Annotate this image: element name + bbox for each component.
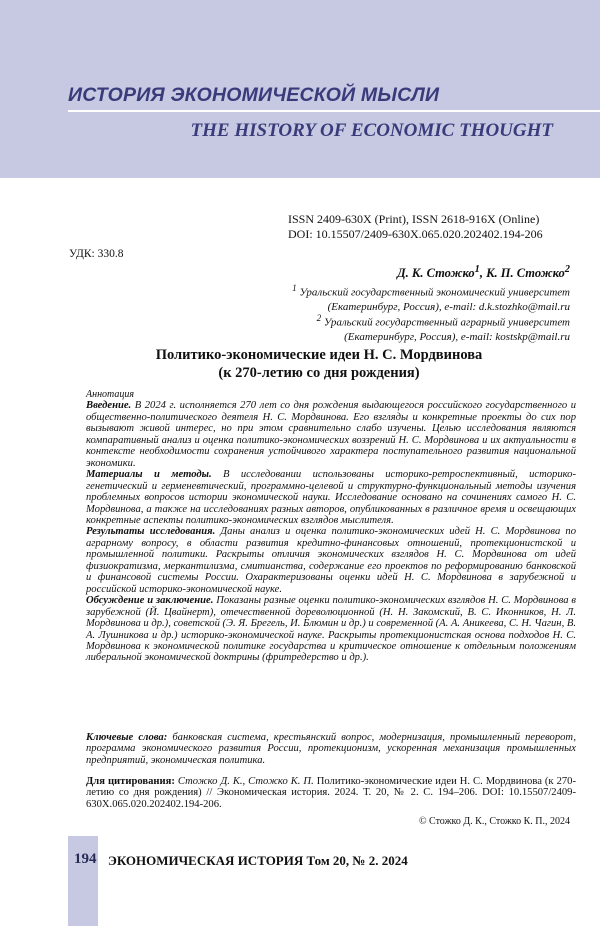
citation	[86, 776, 576, 810]
abstract-discussion	[86, 595, 576, 664]
article-title-line2: (к 270-летию со дня рождения)	[218, 365, 420, 381]
footer-band	[68, 836, 98, 926]
affiliation-1-line2: (Екатеринбург, Россия), e-mail: d.k.stozhko@mail.ru	[327, 300, 570, 313]
affiliation-1-sup: 1	[292, 283, 297, 293]
author-1: Д. К. Стожко	[397, 266, 475, 281]
article-title-line1: Политико-экономические идеи Н. С. Мордвинова	[155, 347, 483, 363]
results-text: Даны анализ и оценка политико-экономических идей Н. С. Мордвинова по аграрному вопросу, в области развития кредитно-финансовых отношений, протекционистской и промышленной политики. Раскрыты отличия экономических взглядов Н. С. Мордвинова от идей физиократизма, меркантилизма, смитианства, содержание его проектов по реформированию банковской и финансовой системы России. Охарактеризованы оценки идей Н. С. Мордвинова в зарубежной и российской историко-экономической науке.	[86, 526, 576, 595]
discussion-text: Показаны разные оценки политико-экономических взглядов Н. С. Мордвинова в зарубежной (Й. Цвайнерт), отечественной дореволюционной (Н. Н. Закомский, В. С. Иконников, Н. Л. Мордвинова и др.), советской (Э. Я. Брегель, И. Блюмин и др.) и современной (А. А. Аникеева, С. Н. Чагин, В. А. Лушникова и др.) историко-экономической науке. Раскрыты протекционистская основа подходов Н. С. Мордвинова к экономической политике государства и критическое отношение к отдельным положениям либеральной экономической доктрины (фритредерство и др.).	[86, 595, 576, 664]
section-title-en: THE HISTORY OF ECONOMIC THOUGHT	[190, 120, 553, 141]
doi: DOI: 10.15507/2409-630X.065.020.202402.194-206	[288, 227, 543, 241]
journal-footer: ЭКОНОМИЧЕСКАЯ ИСТОРИЯ Том 20, № 2. 2024	[108, 853, 408, 868]
author-2: К. П. Стожко	[486, 266, 565, 281]
affiliation-1-line1: Уральский государственный экономический университет	[299, 286, 570, 299]
udk: УДК: 330.8	[69, 248, 124, 260]
results-label: Результаты исследования.	[86, 526, 216, 538]
introduction-label: Введение.	[86, 400, 132, 412]
author-2-sup: 2	[564, 264, 570, 275]
author-1-sup: 1	[474, 264, 480, 275]
citation-label: Для цитирования:	[86, 776, 175, 787]
methods-label: Материалы и методы.	[86, 469, 212, 481]
abstract-methods	[86, 469, 576, 526]
page-number: 194	[74, 851, 97, 867]
affiliation-2-line2: (Екатеринбург, Россия), e-mail: kostskp@mail.ru	[344, 330, 570, 343]
keywords-text: банковская система, крестьянский вопрос, модернизация, промышленный переворот, программа экономического развития России, протекционизм, ускоренная механизация промышленных предприятий, экономическая политика.	[86, 732, 576, 766]
issn: ISSN 2409-630X (Print), ISSN 2618-916X (Online)	[288, 212, 540, 226]
abstract	[86, 389, 576, 664]
header-divider	[68, 110, 600, 112]
copyright: © Стожко Д. К., Стожко К. П., 2024	[418, 816, 570, 827]
author-separator: ,	[479, 266, 487, 281]
citation-text: Политико-экономические идеи Н. С. Мордвинова (к 270-летию со дня рождения) // Экономическая история. 2024. Т. 20, № 2. С. 194–206. DOI: 10.15507/2409-630X.065.020.202402.194-206.	[86, 776, 576, 810]
discussion-label: Обсуждение и заключение.	[86, 595, 214, 607]
methods-text: В исследовании использованы историко-ретроспективный, историко-генетический и герменевтический, программно-целевой и структурно-функциональный методы изучения проблемных вопросов истории экономической науки. Исследование основано на сочинениях самого Н. С. Мордвинова, а также на исследованиях разных авторов, опубликованных в различное время и освещающих конкретные аспекты политико-экономических взглядов мыслителя.	[86, 469, 577, 526]
affiliation-1	[150, 281, 570, 314]
abstract-results	[86, 526, 576, 595]
citation-authors: Стожко Д. К., Стожко К. П.	[174, 776, 314, 787]
authors	[397, 264, 570, 281]
affiliation-2-line1: Уральский государственный аграрный университет	[323, 316, 570, 329]
keywords-label: Ключевые слова:	[86, 732, 168, 743]
article-title	[69, 346, 569, 382]
keywords	[86, 732, 576, 766]
affiliation-2	[150, 311, 570, 344]
affiliation-2-sup: 2	[316, 313, 322, 323]
abstract-introduction	[86, 400, 576, 469]
introduction-text: В 2024 г. исполняется 270 лет со дня рождения выдающегося российского государственного и общественно-политического деятеля Н. С. Мордвинова. Его взгляды и конкретные проекты до сих пор вызывают живой интерес, но при этом сравнительно слабо изучены. Целью исследования являются компаративный анализ и оценка политико-экономических воззрений Н. С. Мордвинова и их актуальности в контексте необходимости сохранения устойчивого характера поступательного развития национальной экономики.	[86, 400, 576, 469]
abstract-label: Аннотация	[86, 389, 135, 400]
section-title-ru: ИСТОРИЯ ЭКОНОМИЧЕСКОЙ МЫСЛИ	[68, 84, 440, 106]
